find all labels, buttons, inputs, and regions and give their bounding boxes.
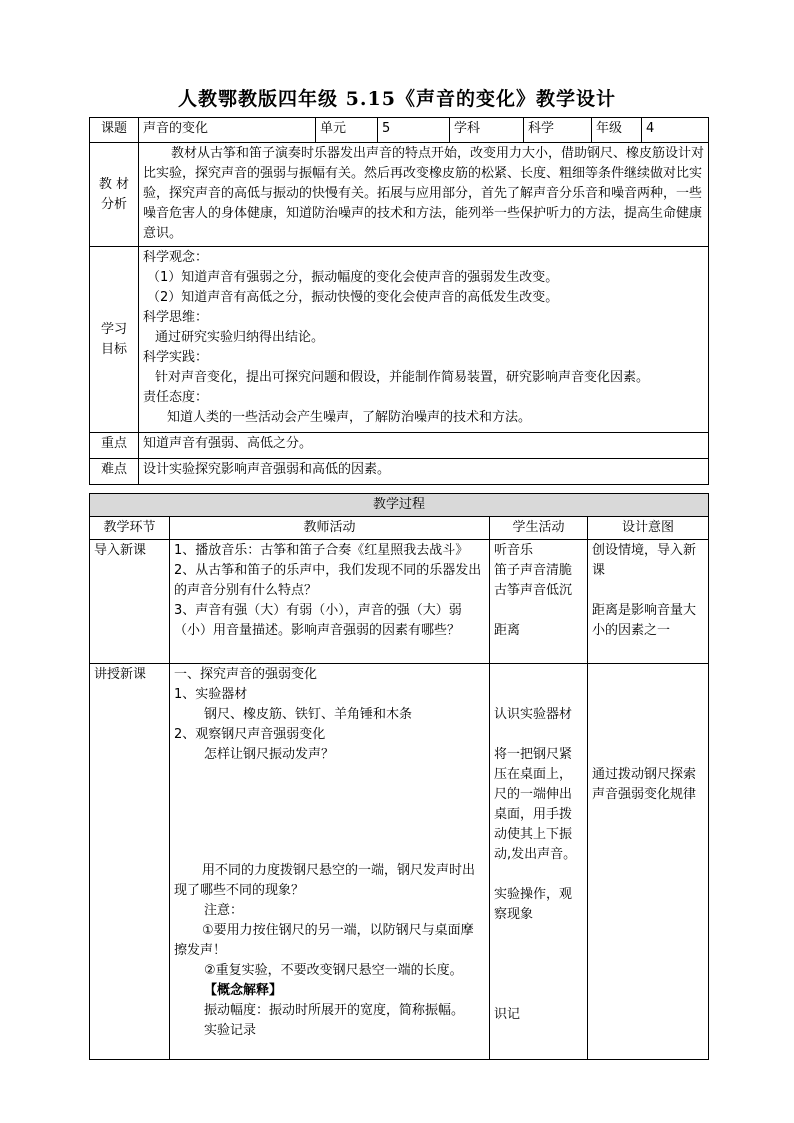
intro-design [588,540,709,664]
lecture-teacher-line: 钢尺、橡皮筋、铁钉、羊角锤和木条 [204,707,413,722]
goal-line: 知道人类的一些活动会产生噪声，了解防治噪声的技术和方法。 [167,410,532,425]
intro-student [490,540,588,664]
intro-stage: 导入新课 [90,540,170,664]
analysis-label-line2: 分析 [100,196,127,212]
analysis-paragraph: 教材从古筝和笛子演奏时乐器发出声音的特点开始，改变用力大小，借助钢尺、橡皮筋设计对比实验，探究声音的强弱与振幅有关。然后再改变橡皮筋的松紧、长度、粗细等条件继续做对比实验，探究声音的高低与振动的快慢有关。拓展与应用部分，首先了解声音分乐音和噪音两种，一些噪音危害人的身体健康，知道防治噪声的技术和方法，能列举一些保护听力的方法，提高生命健康意识。 [143,146,705,241]
lecture-teacher-line: ①要用力按住钢尺的另一端，以防钢尺与桌面摩擦发声！ [174,923,474,958]
lecture-teacher-line: ②重复实验，不要改变钢尺悬空一端的长度。 [204,963,463,978]
lecture-design [588,664,709,1060]
intro-student-line: 古筝声音低沉 [494,583,573,598]
nianji-value: 4 [642,118,709,143]
analysis-label [90,143,139,247]
danyuan-label: 单元 [316,118,378,143]
analysis-label-line1: 教 材 [98,176,130,192]
lecture-student-line: 将一把钢尺紧压在桌面上，尺的一端伸出桌面，用手拨动使其上下振动,发出声音。 [494,747,577,862]
lecture-teacher-line: 一、探究声音的强弱变化 [174,667,318,682]
goals-content [139,247,709,433]
analysis-text [139,143,709,247]
page-title: 人教鄂教版四年级 5.15《声音的变化》教学设计 [178,88,616,110]
intro-student-line: 听音乐 [494,543,534,558]
lecture-teacher-line: 注意： [204,903,244,918]
lecture-student [490,664,588,1060]
intro-design-line: 创设情境，导入新课 [592,543,697,578]
keti-value: 声音的变化 [139,118,316,143]
goal-line: 科学思维： [143,310,209,325]
lecture-teacher-line: 用不同的力度拨钢尺悬空的一端，钢尺发声时出现了哪些不同的现象？ [174,863,476,898]
lecture-stage: 讲授新课 [90,664,170,1060]
intro-teacher [170,540,490,664]
intro-student-line: 笛子声音清脆 [494,563,573,578]
difficulty-text: 设计实验探究影响声音强弱和高低的因素。 [139,459,709,485]
lecture-teacher-line: 【概念解释】 [204,983,283,998]
col-stage: 教学环节 [90,517,170,540]
intro-teacher-line: 1、播放音乐：古筝和笛子合奏《红星照我去战斗》 [174,543,469,558]
danyuan-value: 5 [378,118,450,143]
xueke-label: 学科 [450,118,524,143]
col-design: 设计意图 [588,517,709,540]
goals-label-line1: 学习 [100,321,127,337]
goal-line: （1）知道声音有强弱之分，振动幅度的变化会使声音的强弱发生改变。 [147,270,559,285]
intro-design-line: 距离是影响音量大小的因素之一 [592,603,697,638]
goal-line: （2）知道声音有高低之分，振动快慢的变化会使声音的高低发生改变。 [147,290,559,305]
goal-line: 责任态度： [143,390,209,405]
goal-line: 科学实践： [143,350,209,365]
goal-line: 针对声音变化，提出可探究问题和假设，并能制作简易装置，研究影响声音变化因素。 [155,370,650,385]
intro-teacher-line: 2、从古筝和笛子的乐声中，我们发现不同的乐器发出的声音分别有什么特点？ [174,563,482,598]
col-student: 学生活动 [490,517,588,540]
process-table [89,493,709,1060]
lecture-student-line: 认识实验器材 [494,707,573,722]
nianji-label: 年级 [592,118,642,143]
lecture-student-line: 识记 [494,1007,521,1022]
lecture-teacher [170,664,490,1060]
keti-label: 课题 [90,118,139,143]
process-header: 教学过程 [90,494,709,517]
goal-line: 科学观念： [143,250,209,265]
lecture-teacher-line: 实验记录 [204,1023,257,1038]
intro-student-line: 距离 [494,623,521,638]
lecture-design-line: 通过拨动钢尺探索声音强弱变化规律 [592,767,697,802]
lecture-teacher-line: 怎样让钢尺振动发声？ [204,747,335,762]
intro-teacher-line: 3、声音有强（大）有弱（小），声音的强（大）弱（小）用音量描述。影响声音强弱的因素有哪些？ [174,603,462,638]
goals-label-line2: 目标 [100,341,127,357]
info-table [89,117,709,485]
lecture-teacher-line: 2、观察钢尺声音强弱变化 [174,727,326,742]
xueke-value: 科学 [524,118,592,143]
goals-label [90,247,139,433]
key-text: 知道声音有强弱、高低之分。 [139,433,709,459]
difficulty-label: 难点 [90,459,139,485]
goal-line: 通过研究实验归纳得出结论。 [155,330,325,345]
key-label: 重点 [90,433,139,459]
lecture-teacher-line: 1、实验器材 [174,687,248,702]
lecture-student-line: 实验操作，观察现象 [494,887,573,922]
lecture-teacher-line: 振动幅度：振动时所展开的宽度，简称振幅。 [204,1003,465,1018]
col-teacher: 教师活动 [170,517,490,540]
